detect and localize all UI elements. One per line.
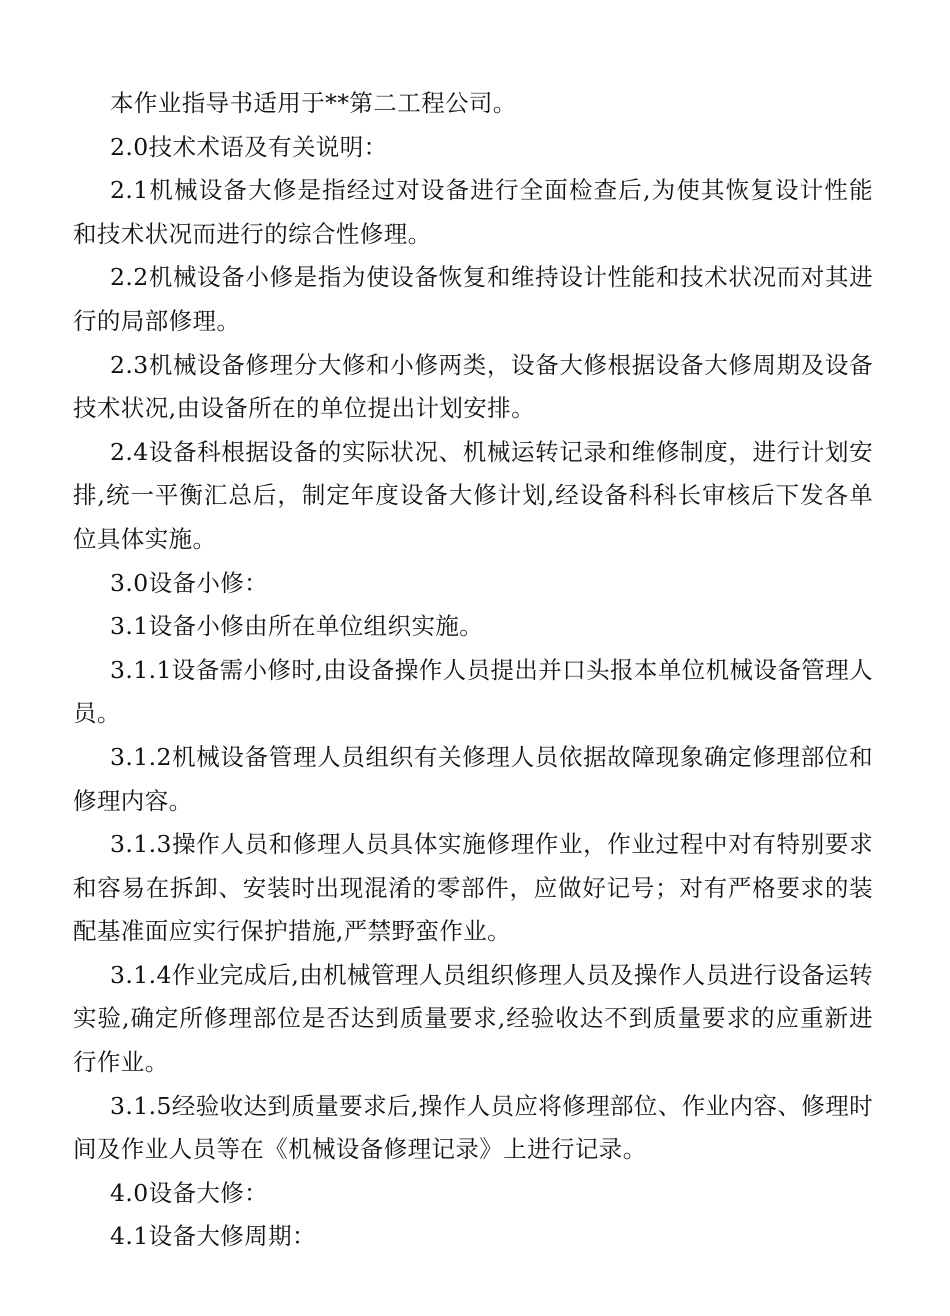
- clause-3-1-1: 3.1.1设备需小修时,由设备操作人员提出并口头报本单位机械设备管理人员。: [73, 655, 873, 728]
- scope-paragraph: 本作业指导书适用于**第二工程公司。: [110, 89, 517, 117]
- document-body: [73, 82, 873, 1259]
- section-3-0-heading: 3.0设备小修：: [110, 568, 269, 597]
- clause-2-2: 2.2机械设备小修是指为使设备恢复和维持设计性能和技术状况而对其进行的局部修理。: [73, 263, 873, 335]
- clause-2-4: 2.4设备科根据设备的实际状况、机械运转记录和维修制度，进行计划安排,统一平衡汇总后，制定年度设备大修计划,经设备科科长审核后下发各单位具体实施。: [73, 437, 873, 553]
- clause-2-3: 2.3机械设备修理分大修和小修两类，设备大修根据设备大修周期及设备技术状况,由设备所在的单位提出计划安排。: [73, 350, 873, 423]
- clause-3-1-5: 3.1.5经验收达到质量要求后,操作人员应将修理部位、作业内容、修理时间及作业人员等在《机械设备修理记录》上进行记录。: [73, 1091, 873, 1164]
- section-4-0-heading: 4.0设备大修：: [110, 1178, 269, 1207]
- clause-3-1-4: 3.1.4作业完成后,由机械管理人员组织修理人员及操作人员进行设备运转实验,确定所修理部位是否达到质量要求,经验收达不到质量要求的应重新进行作业。: [73, 960, 873, 1077]
- section-2-0-heading: 2.0技术术语及有关说明：: [110, 132, 388, 161]
- clause-3-1-2: 3.1.2机械设备管理人员组织有关修理人员依据故障现象确定修理部位和修理内容。: [73, 742, 873, 815]
- clause-3-1: 3.1设备小修由所在单位组织实施。: [110, 612, 484, 641]
- clause-2-1: 2.1机械设备大修是指经过对设备进行全面检查后,为使其恢复设计性能和技术状况而进行的综合性修理。: [73, 176, 873, 248]
- clause-4-1: 4.1设备大修周期：: [110, 1222, 316, 1251]
- clause-3-1-3: 3.1.3操作人员和修理人员具体实施修理作业，作业过程中对有特别要求和容易在拆卸、安装时出现混淆的零部件，应做好记号；对有严格要求的装配基准面应实行保护措施,严禁野蛮作业。: [73, 830, 873, 946]
